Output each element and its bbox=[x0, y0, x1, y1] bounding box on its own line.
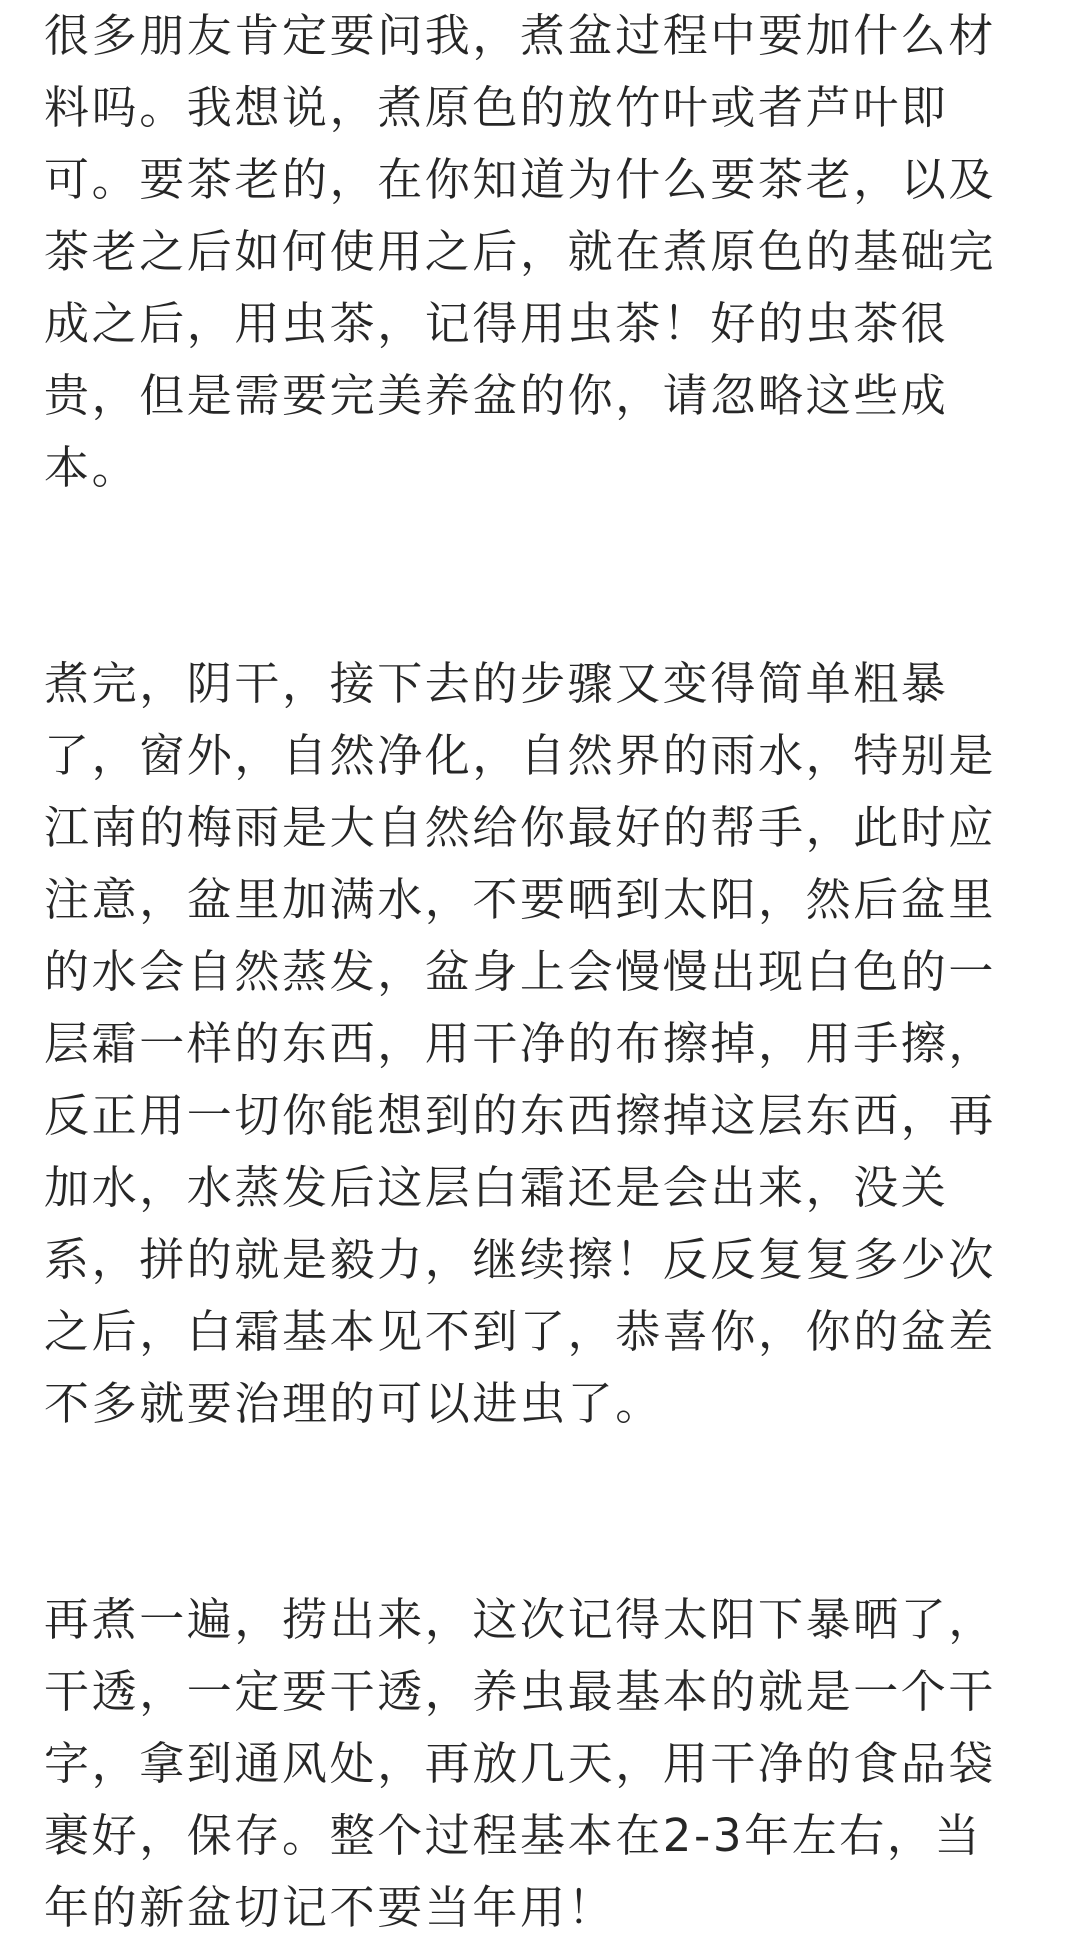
paragraph-spacer bbox=[44, 504, 1044, 648]
text-line: 料吗。我想说，煮原色的放竹叶或者芦叶即 bbox=[44, 81, 949, 134]
text-line: 茶老之后如何使用之后，就在煮原色的基础完 bbox=[44, 225, 997, 278]
text-line: 之后，白霜基本见不到了，恭喜你，你的盆差 bbox=[44, 1305, 997, 1358]
text-line: 再煮一遍，捞出来，这次记得太阳下暴晒了， bbox=[44, 1593, 997, 1646]
text-line: 的水会自然蒸发，盆身上会慢慢出现白色的一 bbox=[44, 945, 997, 998]
text-line: 江南的梅雨是大自然给你最好的帮手，此时应 bbox=[44, 801, 997, 854]
text-line: 煮完，阴干，接下去的步骤又变得简单粗暴 bbox=[44, 657, 949, 710]
text-line: 字，拿到通风处，再放几天，用干净的食品袋 bbox=[44, 1737, 997, 1790]
text-line: 注意，盆里加满水，不要晒到太阳，然后盆里 bbox=[44, 873, 997, 926]
text-line: 裹好，保存。整个过程基本在2-3年左右，当 bbox=[44, 1809, 983, 1862]
text-line: 很多朋友肯定要问我，煮盆过程中要加什么材 bbox=[44, 9, 997, 62]
paragraph-3 bbox=[44, 1584, 1044, 1944]
paragraph-spacer bbox=[44, 1440, 1044, 1584]
text-line: 加水，水蒸发后这层白霜还是会出来，没关 bbox=[44, 1161, 949, 1214]
text-line: 了，窗外，自然净化，自然界的雨水，特别是 bbox=[44, 729, 997, 782]
text-line: 干透，一定要干透，养虫最基本的就是一个干 bbox=[44, 1665, 997, 1718]
text-line: 可。要茶老的，在你知道为什么要茶老，以及 bbox=[44, 153, 997, 206]
text-line: 本。 bbox=[44, 441, 140, 494]
paragraph-2 bbox=[44, 648, 1044, 1440]
text-line: 反正用一切你能想到的东西擦掉这层东西，再 bbox=[44, 1089, 997, 1142]
article-body bbox=[44, 0, 1044, 1944]
text-line: 不多就要治理的可以进虫了。 bbox=[44, 1377, 663, 1430]
text-line: 层霜一样的东西，用干净的布擦掉，用手擦， bbox=[44, 1017, 997, 1070]
paragraph-1 bbox=[44, 0, 1044, 504]
text-line: 贵，但是需要完美养盆的你，请忽略这些成 bbox=[44, 369, 949, 422]
text-line: 年的新盆切记不要当年用！ bbox=[44, 1881, 616, 1934]
text-line: 成之后，用虫茶，记得用虫茶！好的虫茶很 bbox=[44, 297, 949, 350]
text-line: 系，拼的就是毅力，继续擦！反反复复多少次 bbox=[44, 1233, 997, 1286]
